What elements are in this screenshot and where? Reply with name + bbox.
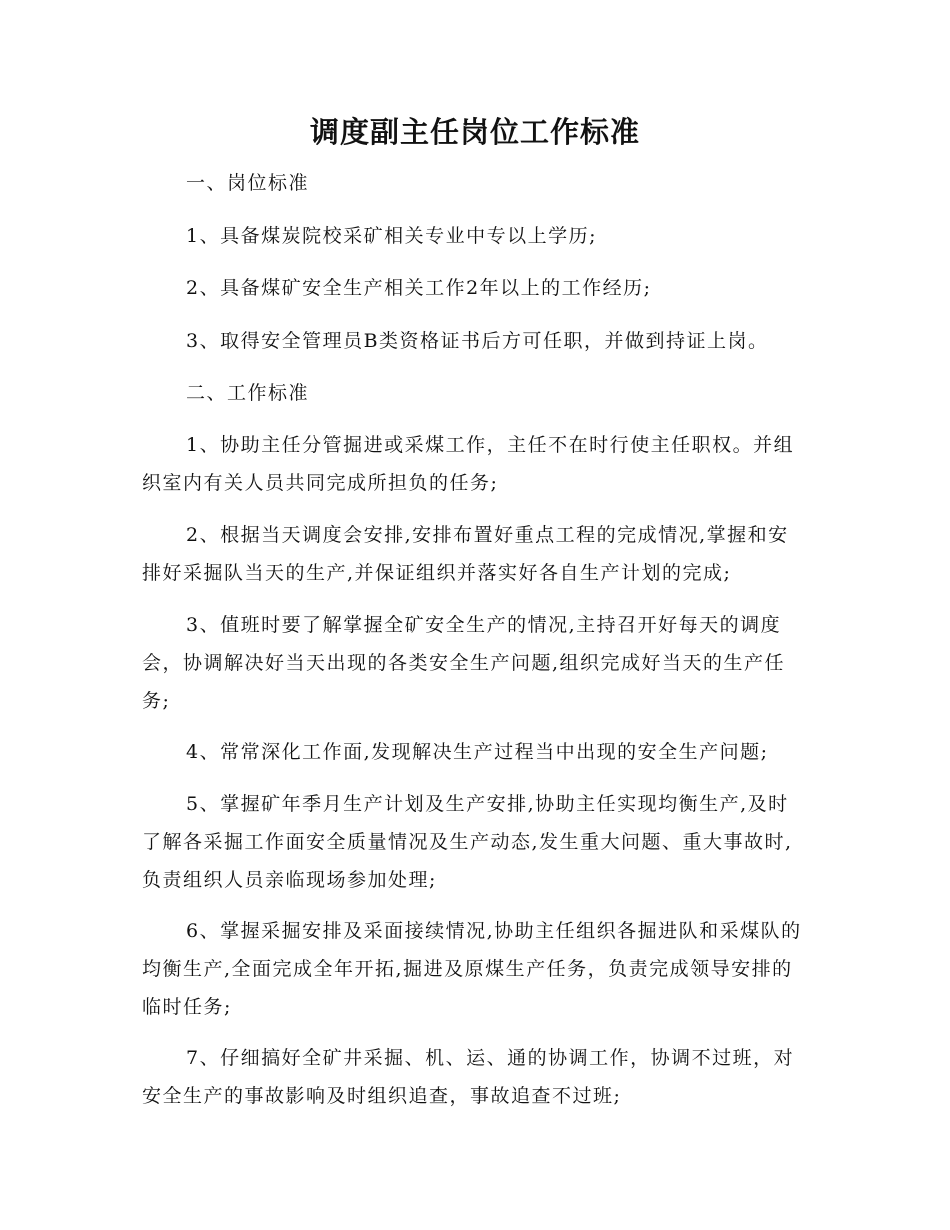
paragraph-item: 3、值班时要了解掌握全矿安全生产的情况,主持召开好每天的调度会，协调解决好当天出现的各类安全生产问题,组织完成好当天的生产任务; [142,614,786,712]
paragraph-item: 3、取得安全管理员B类资格证书后方可任职，并做到持证上岗。 [186,330,769,352]
section-heading-work-standard: 二、工作标准 [186,382,310,404]
paragraph-item: 1、协助主任分管掘进或采煤工作，主任不在时行使主任职权。并组织室内有关人员共同完成所担负的任务; [142,434,795,494]
paragraph-item: 2、具备煤矿安全生产相关工作2年以上的工作经历; [186,277,652,299]
paragraph-item: 1、具备煤炭院校采矿相关专业中专以上学历; [186,225,597,247]
paragraph-item: 4、常常深化工作面,发现解决生产过程当中出现的安全生产问题; [186,741,769,763]
paragraph-item: 7、仔细搞好全矿井采掘、机、运、通的协调工作，协调不过班，对安全生产的事故影响及时组织追查，事故追查不过班; [142,1047,795,1107]
paragraph-item: 6、掌握采掘安排及采面接续情况,协助主任组织各掘进队和采煤队的均衡生产,全面完成全年开拓,掘进及原煤生产任务，负责完成领导安排的临时任务; [142,920,802,1018]
paragraph-item: 5、掌握矿年季月生产计划及生产安排,协助主任实现均衡生产,及时了解各采掘工作面安全质量情况及生产动态,发生重大问题、重大事故时,负责组织人员亲临现场参加处理; [142,793,793,891]
paragraph-item: 2、根据当天调度会安排,安排布置好重点工程的完成情况,掌握和安排好采掘队当天的生产,并保证组织并落实好各自生产计划的完成; [142,524,789,584]
section-heading-position-standard: 一、岗位标准 [186,172,310,194]
document-title: 调度副主任岗位工作标准 [309,115,640,149]
